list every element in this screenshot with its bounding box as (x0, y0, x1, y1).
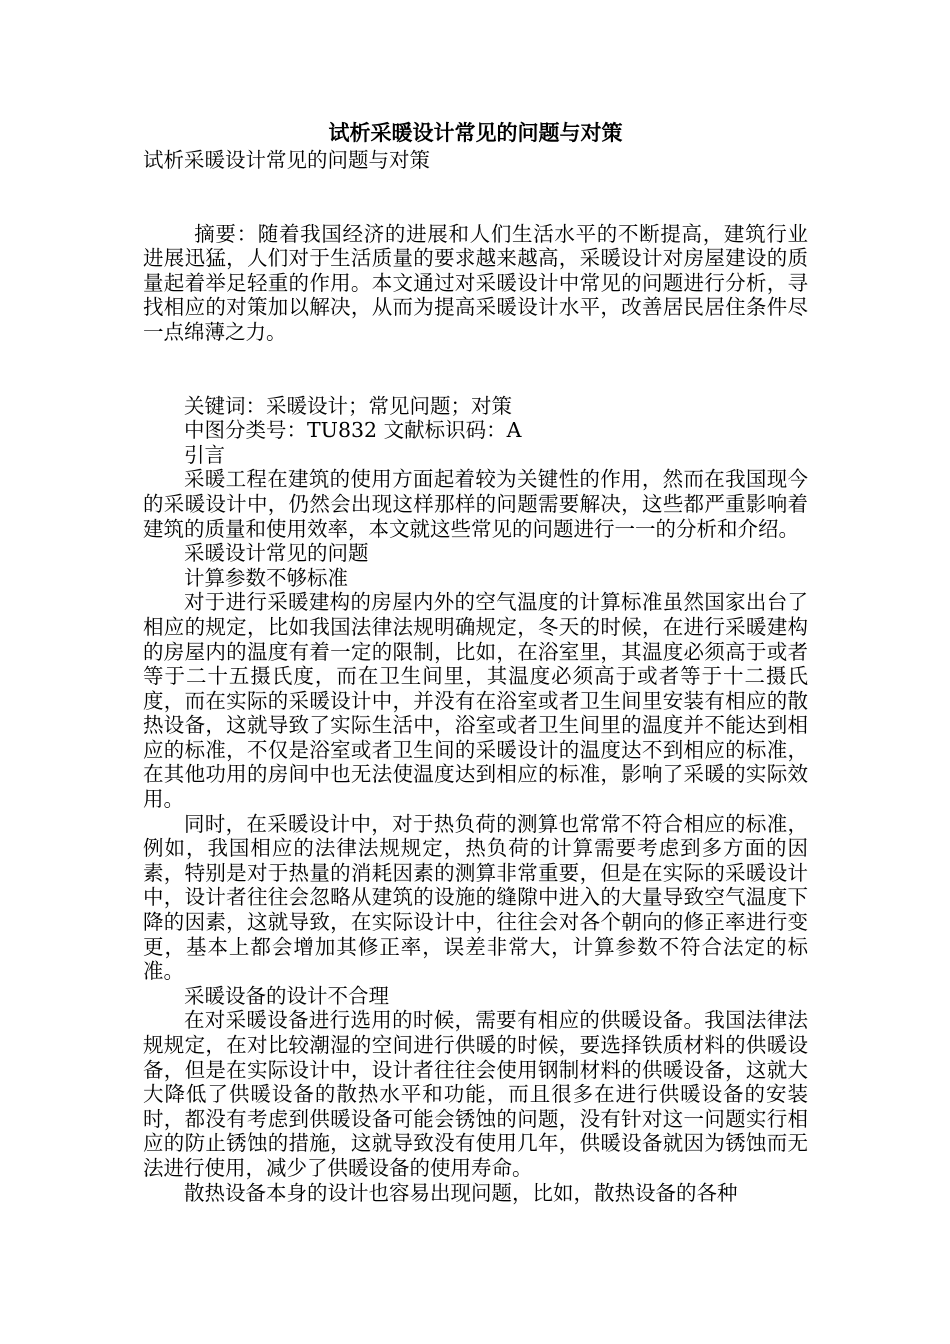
body-paragraph: 对于进行采暖建构的房屋内外的空气温度的计算标准虽然国家出台了相应的规定，比如我国法律法规明确规定，冬天的时候，在进行采暖建构的房屋内的温度有着一定的限制，比如，在浴室里，其温度必须高于或者等于二十五摄氏度，而在卫生间里，其温度必须高于或者等于十二摄氏度，而在实际的采暖设计中，并没有在浴室或者卫生间里安装有相应的散热设备，这就导致了实际生活中，浴室或者卫生间里的温度并不能达到相应的标准，不仅是浴室或者卫生间的采暖设计的温度达不到相应的标准，在其他功用的房间中也无法使温度达到相应的标准，影响了采暖的实际效用。 (143, 590, 808, 812)
body-paragraph: 同时，在采暖设计中，对于热负荷的测算也常常不符合相应的标准，例如，我国相应的法律法规规定，热负荷的计算需要考虑到多方面的因素，特别是对于热量的消耗因素的测算非常重要，但是在实际的采暖设计中，设计者往往会忽略从建筑的设施的缝隙中进入的大量导致空气温度下降的因素，这就导致，在实际设计中，往往会对各个朝向的修正率进行变更，基本上都会增加其修正率，误差非常大，计算参数不符合法定的标准。 (143, 811, 808, 984)
subsection-heading: 采暖设备的设计不合理 (184, 983, 389, 1008)
section-heading: 采暖设计常见的问题 (184, 541, 369, 566)
document-subtitle: 试析采暖设计常见的问题与对策 (143, 148, 430, 172)
intro-paragraph: 采暖工程在建筑的使用方面起着较为关键性的作用，然而在我国现今的采暖设计中，仍然会出现这样那样的问题需要解决，这些都严重影响着建筑的质量和使用效率，本文就这些常见的问题进行一一的分析和介绍。 (143, 467, 808, 541)
keywords-line: 关键词：采暖设计；常见问题；对策 (184, 393, 512, 418)
blank-line (143, 173, 808, 222)
intro-heading: 引言 (184, 442, 225, 467)
document-title: 试析采暖设计常见的问题与对策 (328, 121, 623, 145)
document-body (143, 118, 808, 1205)
body-paragraph: 在对采暖设备进行选用的时候，需要有相应的供暖设备。我国法律法规规定，在对比较潮湿的空间进行供暖的时候，要选择铁质材料的供暖设备，但是在实际设计中，设计者往往会使用钢制材料的供暖设备，这就大大降低了供暖设备的散热水平和功能，而且很多在进行供暖设备的安装时，都没有考虑到供暖设备可能会锈蚀的问题，没有针对这一问题实行相应的防止锈蚀的措施，这就导致没有使用几年，供暖设备就因为锈蚀而无法进行使用，减少了供暖设备的使用寿命。 (143, 1008, 808, 1180)
subsection-heading: 计算参数不够标准 (184, 565, 348, 590)
abstract-paragraph: 摘要：随着我国经济的进展和人们生活水平的不断提高，建筑行业进展迅猛，人们对于生活质量的要求越来越高，采暖设计对房屋建设的质量起着举足轻重的作用。本文通过对采暖设计中常见的问题进行分析，寻找相应的对策加以解决，从而为提高采暖设计水平，改善居民居住条件尽一点绵薄之力。 (143, 221, 808, 344)
body-paragraph: 散热设备本身的设计也容易出现问题，比如，散热设备的各种 (184, 1180, 738, 1205)
classification-line: 中图分类号：TU832 文献标识码：A (184, 418, 522, 443)
blank-line (143, 345, 808, 394)
